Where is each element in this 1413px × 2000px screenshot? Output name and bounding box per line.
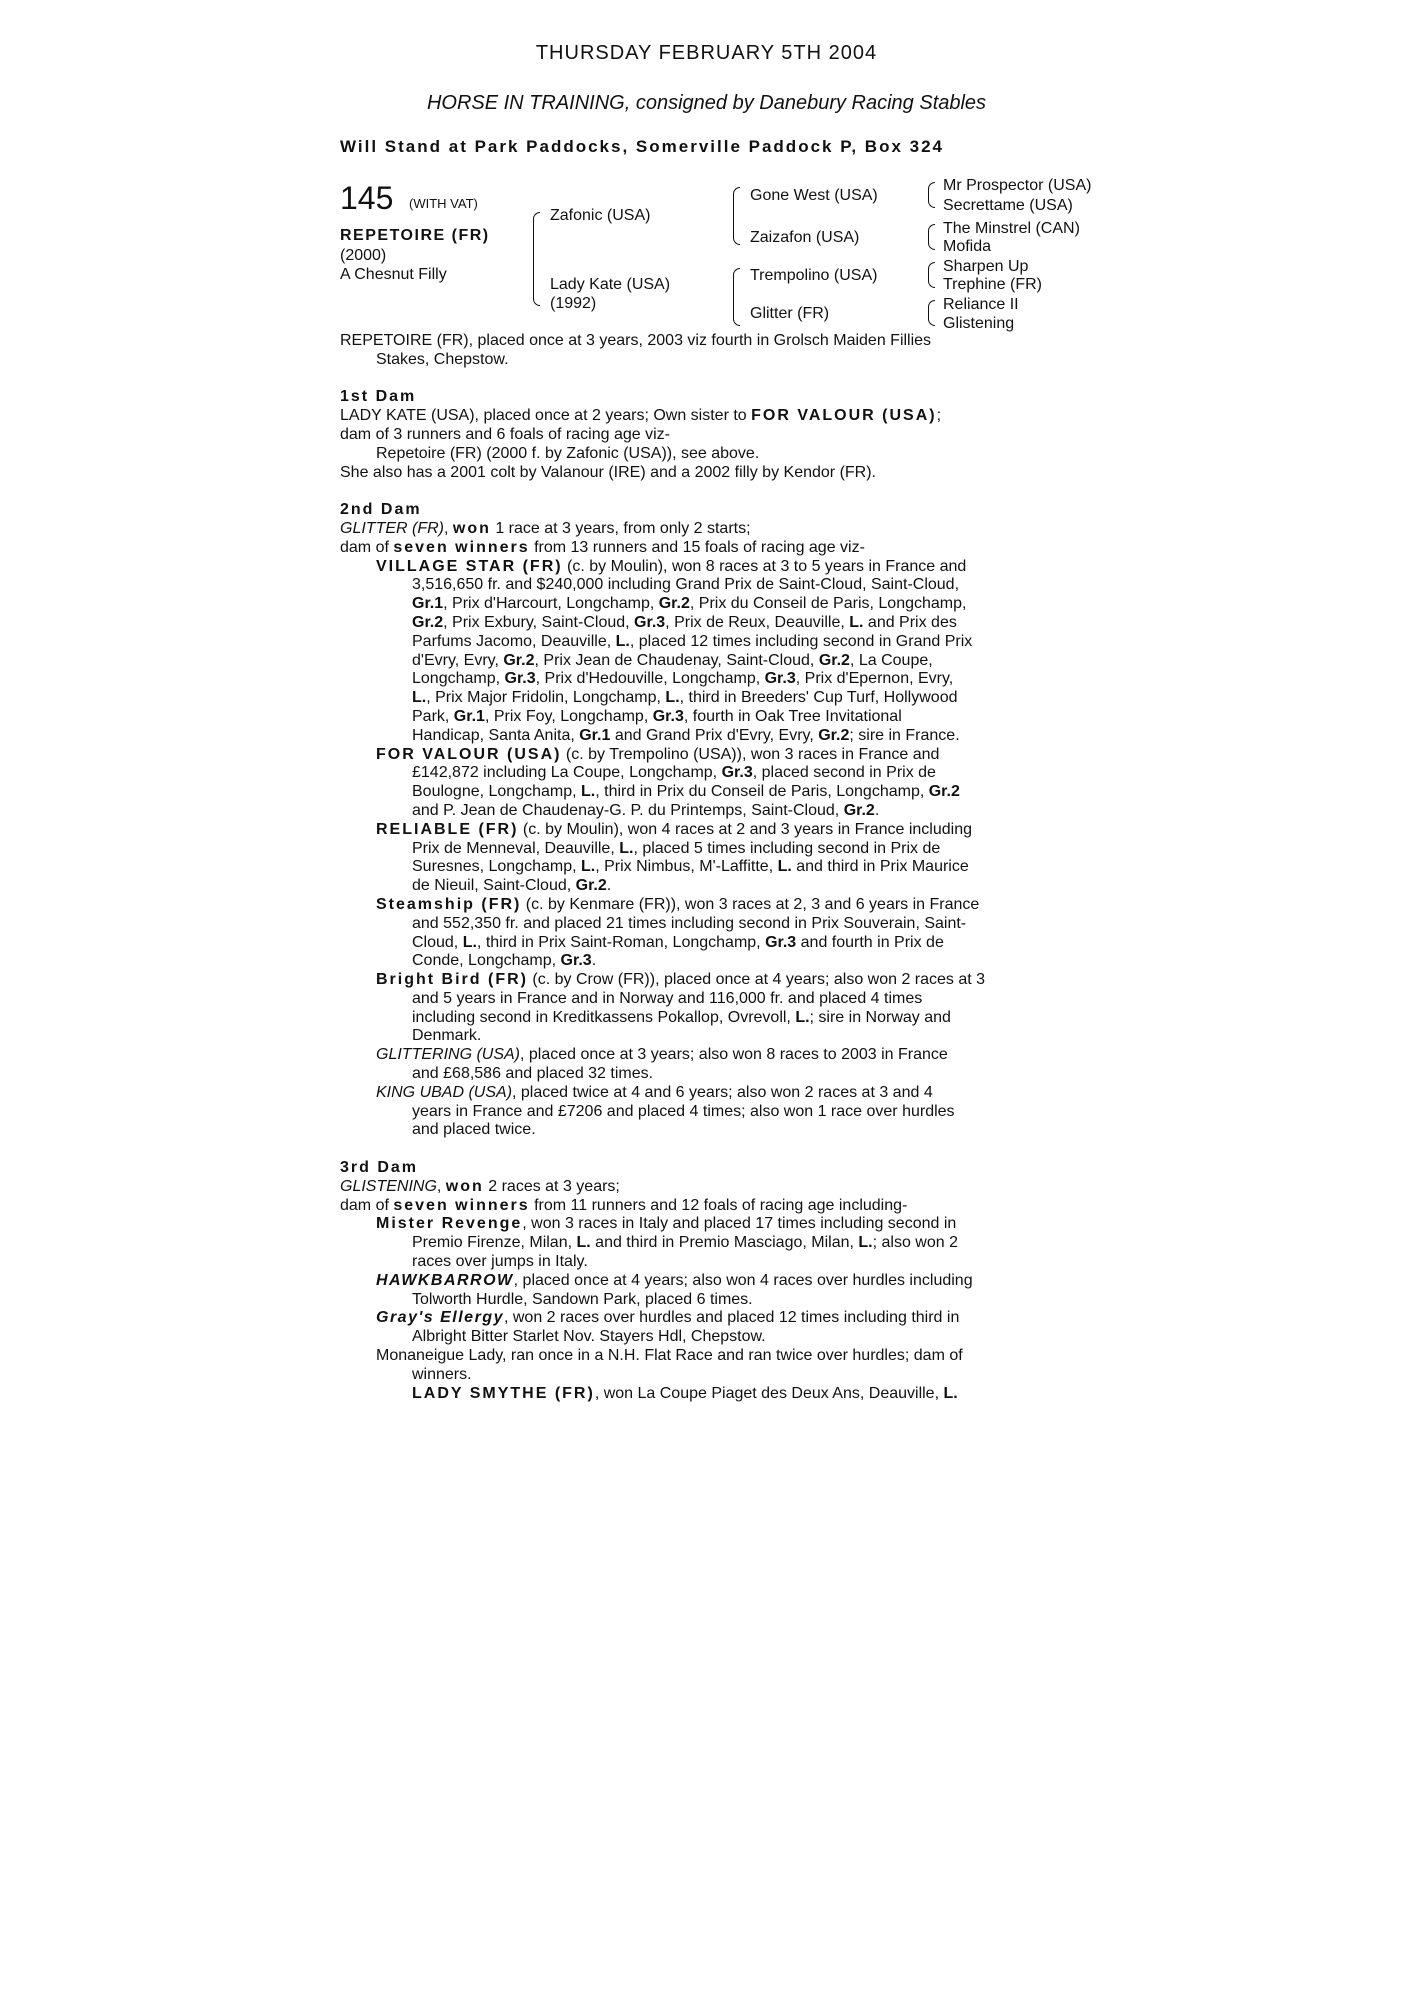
progeny-monaneigue-lady: Monaneigue Lady, ran once in a N.H. Flat Race and ran twice over hurdles; dam of winners. (376, 1347, 963, 1383)
consignment-line: HORSE IN TRAINING, consigned by Danebury Racing Stables (426, 92, 987, 114)
pedigree-brace (928, 182, 935, 208)
progeny-hawkbarrow: HAWKBARROW, placed once at 4 years; also won 4 races over hurdles including Tolworth Hurdle, Sandown Park, placed 6 times. (376, 1271, 973, 1308)
pedigree-gen3-entry: Trephine (FR) (943, 276, 1042, 293)
pedigree-gen3-entry: Secrettame (USA) (943, 197, 1073, 214)
pedigree-dam: Lady Kate (USA) (550, 276, 671, 293)
horse-year: (2000) (340, 247, 387, 264)
horse-summary (340, 332, 1080, 370)
progeny-reliable: RELIABLE (FR) (c. by Moulin), won 4 races at 2 and 3 years in France including Prix de Menneval, Deauville, L., placed 5 times including second in Prix de Suresnes, Longchamp, L., Prix Nimbus, M'-Laffitte, L. and third in Prix Maurice de Nieuil, Saint-Cloud, Gr.2. (376, 820, 972, 895)
pedigree-brace (928, 262, 935, 288)
summary-line: REPETOIRE (FR), placed once at 3 years, 2003 viz fourth in Grolsch Maiden Fillies (340, 332, 932, 349)
horse-name: REPETOIRE (FR) (340, 227, 490, 244)
progeny-glittering: GLITTERING (USA), placed once at 3 years; also won 8 races to 2003 in France and £68,586 and placed 32 times. (376, 1046, 948, 1083)
pedigree-brace (928, 224, 935, 250)
pedigree-dam-dam: Glitter (FR) (750, 305, 830, 322)
pedigree-gen3-entry: The Minstrel (CAN) (943, 220, 1080, 237)
pedigree-gen3-entry: Mofida (943, 238, 992, 255)
second-dam-heading: 2nd Dam (340, 501, 422, 519)
progeny-grays-ellergy: Gray's Ellergy, won 2 races over hurdles and placed 12 times including third in Albright Bitter Starlet Nov. Stayers Hdl, Chepstow. (376, 1309, 960, 1346)
progeny-bright-bird: Bright Bird (FR) (c. by Crow (FR)), placed once at 4 years; also won 2 races at 3 and 5 years in France and in Norway and 116,000 fr. and placed 4 times including second in Kreditkassens Pokallop, Ovrevoll, L.; sire in Norway and Denmark. (376, 971, 986, 1045)
horse-description: A Chesnut Filly (340, 266, 447, 283)
first-dam-heading: 1st Dam (340, 388, 417, 406)
vat-label: (WITH VAT) (409, 196, 478, 211)
pedigree-brace (733, 268, 740, 326)
pedigree-dam-year: (1992) (550, 295, 597, 312)
third-dam-line: dam of seven winners from 11 runners and 12 foals of racing age including- (340, 1196, 908, 1214)
pedigree-gen3-entry: Reliance II (943, 296, 1019, 313)
sale-date: THURSDAY FEBRUARY 5TH 2004 (535, 42, 878, 64)
progeny-king-ubad: KING UBAD (USA), placed twice at 4 and 6 years; also won 2 races at 3 and 4 years in France and £7206 and placed 4 times; also won 1 race over hurdles and placed twice. (376, 1083, 955, 1139)
progeny-village-star: VILLAGE STAR (FR) (c. by Moulin), won 8 races at 3 to 5 years in France and 3,516,650 fr. and $240,000 including Grand Prix de Saint-Cloud, Saint-Cloud, Gr.1, Prix d'Harcourt, Longchamp, Gr.2, Prix du Conseil de Paris, Longchamp, Gr.2, Prix Exbury, Saint-Cloud, Gr.3, Prix de Reux, Deauville, L. and Prix des Parfums Jacomo, Deauville, L., placed 12 times including second in Grand Prix d'Evry, Evry, Gr.2, Prix Jean de Chaudenay, Saint-Cloud, Gr.2, La Coupe, Longchamp, Gr.3, Prix d'Hedouville, Longchamp, Gr.3, Prix d'Epernon, Evry, L., Prix Major Fridolin, Longchamp, L., third in Breeders' Cup Turf, Hollywood Park, Gr.1, Prix Foy, Longchamp, Gr.3, fourth in Oak Tree Invitational Handicap, Santa Anita, Gr.1 and Grand Prix d'Evry, Evry, Gr.2; sire in France. (376, 557, 973, 744)
third-dam-line: GLISTENING, won 2 races at 3 years; (340, 1177, 620, 1195)
pedigree-brace (928, 300, 935, 326)
pedigree-gen3-entry: Glistening (943, 315, 1015, 332)
progeny-lady-smythe: LADY SMYTHE (FR), won La Coupe Piaget des Deux Ans, Deauville, L. (412, 1384, 958, 1402)
first-dam-line: dam of 3 runners and 6 foals of racing age viz- (340, 425, 670, 443)
pedigree-brace (733, 187, 740, 245)
first-dam-line: She also has a 2001 colt by Valanour (IRE) and a 2002 filly by Kendor (FR). (340, 463, 876, 481)
progeny-for-valour: FOR VALOUR (USA) (c. by Trempolino (USA)), won 3 races in France and £142,872 including La Coupe, Longchamp, Gr.3, placed second in Prix de Boulogne, Longchamp, L., third in Prix du Conseil de Paris, Longchamp, Gr.2 and P. Jean de Chaudenay-G. P. du Printemps, Saint-Cloud, Gr.2. (376, 745, 960, 819)
pedigree-sire-sire: Gone West (USA) (750, 187, 878, 204)
pedigree-dam-sire: Trempolino (USA) (750, 267, 878, 284)
second-dam-line: dam of seven winners from 13 runners and 15 foals of racing age viz- (340, 538, 865, 556)
lot-number: 145 (340, 180, 394, 216)
progeny-mister-revenge: Mister Revenge, won 3 races in Italy and placed 17 times including second in Premio Firenze, Milan, L. and third in Premio Masciago, Milan, L.; also won 2 races over jumps in Italy. (376, 1215, 958, 1271)
standing-location: Will Stand at Park Paddocks, Somerville Paddock P, Box 324 (340, 137, 945, 156)
third-dam-heading: 3rd Dam (340, 1159, 419, 1177)
first-dam-line: LADY KATE (USA), placed once at 2 years; Own sister to FOR VALOUR (USA); (340, 407, 942, 425)
pedigree-brace (533, 212, 540, 306)
pedigree-sire: Zafonic (USA) (550, 207, 651, 224)
pedigree-sire-dam: Zaizafon (USA) (750, 229, 860, 246)
first-dam-foal: Repetoire (FR) (2000 f. by Zafonic (USA)), see above. (376, 444, 760, 462)
summary-line: Stakes, Chepstow. (376, 350, 509, 368)
pedigree-gen3-entry: Mr Prospector (USA) (943, 177, 1092, 194)
pedigree-gen3-entry: Sharpen Up (943, 258, 1029, 275)
progeny-steamship: Steamship (FR) (c. by Kenmare (FR)), won 3 races at 2, 3 and 6 years in France and 552,350 fr. and placed 21 times including second in Prix Souverain, Saint- Cloud, L., third in Prix Saint-Roman, Longchamp, Gr.3 and fourth in Prix de Conde, Longchamp, Gr.3. (376, 895, 980, 970)
second-dam-line: GLITTER (FR), won 1 race at 3 years, from only 2 starts; (340, 519, 751, 537)
catalogue-body (340, 332, 1080, 1403)
